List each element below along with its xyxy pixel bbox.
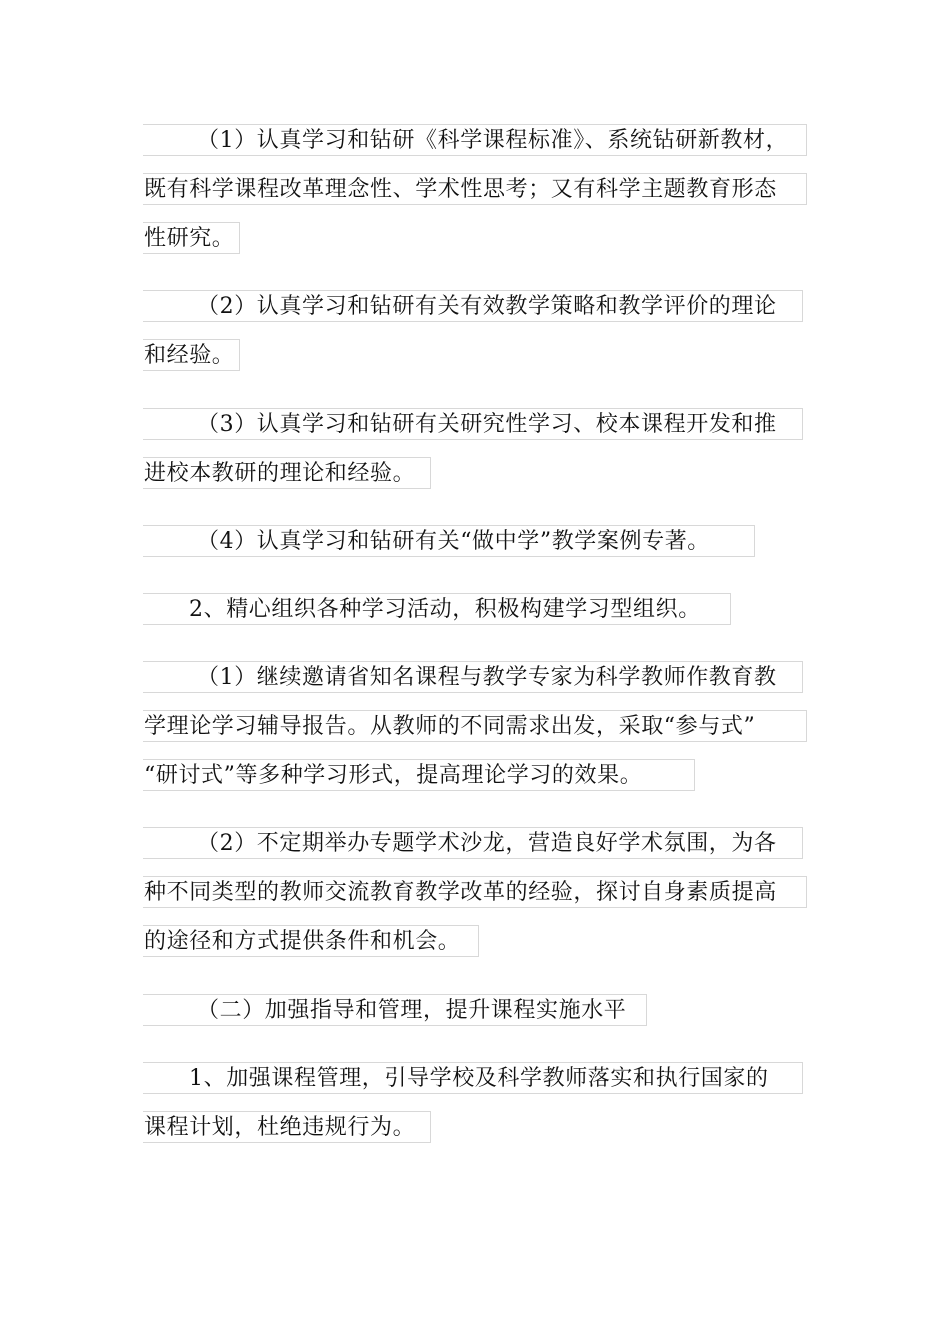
- paragraph-3-line-2: 进校本教研的理论和经验。: [143, 457, 431, 489]
- paragraph-2-line-2: 和经验。: [143, 339, 240, 371]
- paragraph-1-line-2: 既有科学课程改革理念性、学术性思考；又有科学主题教育形态: [143, 173, 807, 205]
- paragraph-3-line-1: （3）认真学习和钻研有关研究性学习、校本课程开发和推: [143, 408, 803, 440]
- paragraph-5-line-1: 2、精心组织各种学习活动，积极构建学习型组织。: [143, 593, 731, 625]
- paragraph-7-line-2: 种不同类型的教师交流教育教学改革的经验，探讨自身素质提高: [143, 876, 807, 908]
- paragraph-7-line-1: （2）不定期举办专题学术沙龙，营造良好学术氛围，为各: [143, 827, 803, 859]
- section-heading: （二）加强指导和管理，提升课程实施水平: [143, 994, 647, 1026]
- paragraph-9-line-1: 1、加强课程管理，引导学校及科学教师落实和执行国家的: [143, 1062, 803, 1094]
- paragraph-6-line-2: 学理论学习辅导报告。从教师的不同需求出发，采取“参与式”: [143, 710, 807, 742]
- paragraph-7-line-3: 的途径和方式提供条件和机会。: [143, 925, 479, 957]
- paragraph-2-line-1: （2）认真学习和钻研有关有效教学策略和教学评价的理论: [143, 290, 803, 322]
- paragraph-1-line-3: 性研究。: [143, 222, 240, 254]
- paragraph-1-line-1: （1）认真学习和钻研《科学课程标准》、系统钻研新教材，: [143, 124, 807, 156]
- paragraph-6-line-1: （1）继续邀请省知名课程与教学专家为科学教师作教育教: [143, 661, 803, 693]
- paragraph-9-line-2: 课程计划，杜绝违规行为。: [143, 1111, 431, 1143]
- paragraph-6-line-3: “研讨式”等多种学习形式，提高理论学习的效果。: [143, 759, 695, 791]
- paragraph-4-line-1: （4）认真学习和钻研有关“做中学”教学案例专著。: [143, 525, 755, 557]
